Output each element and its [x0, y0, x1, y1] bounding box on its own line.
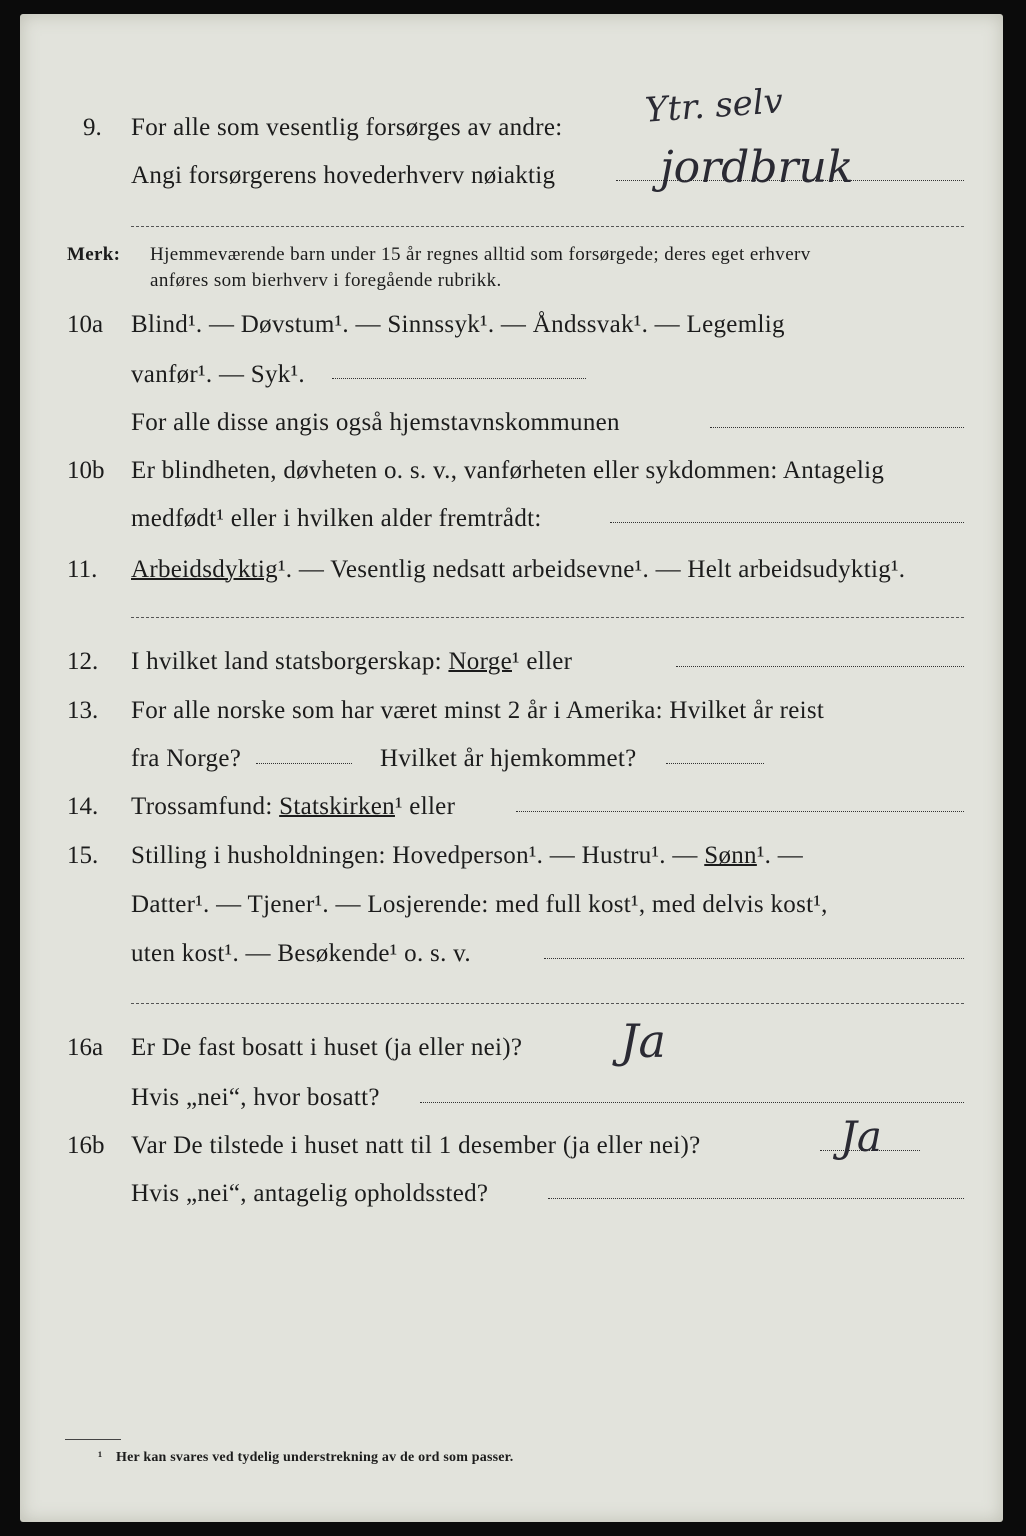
footnote-mark: ¹ — [98, 1450, 103, 1465]
q15-separator — [131, 1003, 964, 1004]
q10a-line3: For alle disse angis også hjemstavnskommunen — [131, 409, 620, 436]
q9-separator — [131, 226, 964, 227]
q16a-line1: Er De fast bosatt i huset (ja eller nei)? — [131, 1034, 523, 1061]
q15-underlined-answer: Sønn — [704, 842, 757, 869]
q14-number: 14. — [67, 793, 99, 820]
q16b-handwriting: Ja — [840, 1112, 882, 1161]
q14-underlined-answer: Statskirken — [279, 793, 395, 820]
q10b-answer-line — [610, 522, 964, 523]
q10a-number: 10a — [67, 311, 104, 338]
q11-line1-rest: ¹. — Vesentlig nedsatt arbeidsevne¹. — Helt arbeidsudyktig¹. — [277, 556, 906, 583]
q10a-syk-answer-line — [332, 378, 586, 379]
q9-line2: Angi forsørgerens hovederhverv nøiaktig — [131, 162, 556, 189]
q10a-line2: vanfør¹. — Syk¹. — [131, 361, 305, 388]
q15-line3: uten kost¹. — Besøkende¹ o. s. v. — [131, 940, 471, 967]
footnote-text: Her kan svares ved tydelig understrekning av de ord som passer. — [116, 1450, 514, 1465]
q11-underlined-answer: Arbeidsdyktig — [131, 556, 278, 583]
q16a-line2: Hvis „nei“, hvor bosatt? — [131, 1084, 380, 1111]
q15-line1-pre: Stilling i husholdningen: Hovedperson¹. — Hustru¹. — — [131, 842, 698, 869]
q16b-line2: Hvis „nei“, antagelig opholdssted? — [131, 1180, 489, 1207]
q11-separator — [131, 617, 964, 618]
census-form-page — [20, 14, 1003, 1522]
q10b-line2: medfødt¹ eller i hvilken alder fremtrådt: — [131, 505, 542, 532]
q14-answer-line — [516, 811, 964, 812]
q16a-answer-line — [420, 1102, 964, 1103]
q14-line — [131, 793, 455, 821]
merk-line2: anføres som bierhverv i foregående rubrikk. — [150, 270, 502, 291]
q12-answer-line — [676, 666, 964, 667]
q10a-line1: Blind¹. — Døvstum¹. — Sinnssyk¹. — Åndssvak¹. — Legemlig — [131, 311, 785, 338]
q16b-line1: Var De tilstede i huset natt til 1 desember (ja eller nei)? — [131, 1132, 701, 1159]
q9-line1: For alle som vesentlig forsørges av andre: — [131, 114, 563, 141]
q12-line — [131, 648, 572, 676]
q15-line1 — [131, 842, 803, 870]
q12-underlined-answer: Norge — [448, 648, 512, 675]
q16b-opholdssted-answer-line — [548, 1198, 964, 1199]
q13-number: 13. — [67, 697, 99, 724]
q13-line1: For alle norske som har været minst 2 år i Amerika: Hvilket år reist — [131, 697, 825, 724]
q16a-handwriting: Ja — [620, 1014, 666, 1068]
q16a-number: 16a — [67, 1034, 104, 1061]
q16b-number: 16b — [67, 1132, 105, 1159]
merk-line1: Hjemmeværende barn under 15 år regnes alltid som forsørgede; deres eget erhverv — [150, 244, 811, 265]
q14-post: ¹ eller — [394, 793, 456, 820]
q12-post: ¹ eller — [511, 648, 573, 675]
q11-line1 — [131, 556, 905, 584]
q11-number: 11. — [67, 556, 98, 583]
q10b-line1: Er blindheten, døvheten o. s. v., vanførheten eller sykdommen: Antagelig — [131, 457, 885, 484]
q9-number: 9. — [83, 114, 102, 141]
q13-line2a: fra Norge? — [131, 745, 242, 772]
q9-handwriting-2: jordbruk — [660, 142, 854, 193]
footnote-rule — [65, 1439, 121, 1440]
q15-answer-line — [544, 958, 964, 959]
q13-reist-answer-line — [256, 763, 352, 764]
q13-hjemkommet-answer-line — [666, 763, 764, 764]
q10a-hjemstavn-answer-line — [710, 427, 964, 428]
q15-line1-post: ¹. — — [756, 842, 804, 869]
q12-pre: I hvilket land statsborgerskap: — [131, 648, 442, 675]
q10b-number: 10b — [67, 457, 105, 484]
q9-handwriting-1: Ytr. selv — [643, 81, 785, 131]
q14-pre: Trossamfund: — [131, 793, 273, 820]
q15-line2: Datter¹. — Tjener¹. — Losjerende: med full kost¹, med delvis kost¹, — [131, 891, 828, 918]
q13-line2b: Hvilket år hjemkommet? — [380, 745, 637, 772]
q15-number: 15. — [67, 842, 99, 869]
merk-label: Merk: — [67, 244, 121, 265]
q12-number: 12. — [67, 648, 99, 675]
